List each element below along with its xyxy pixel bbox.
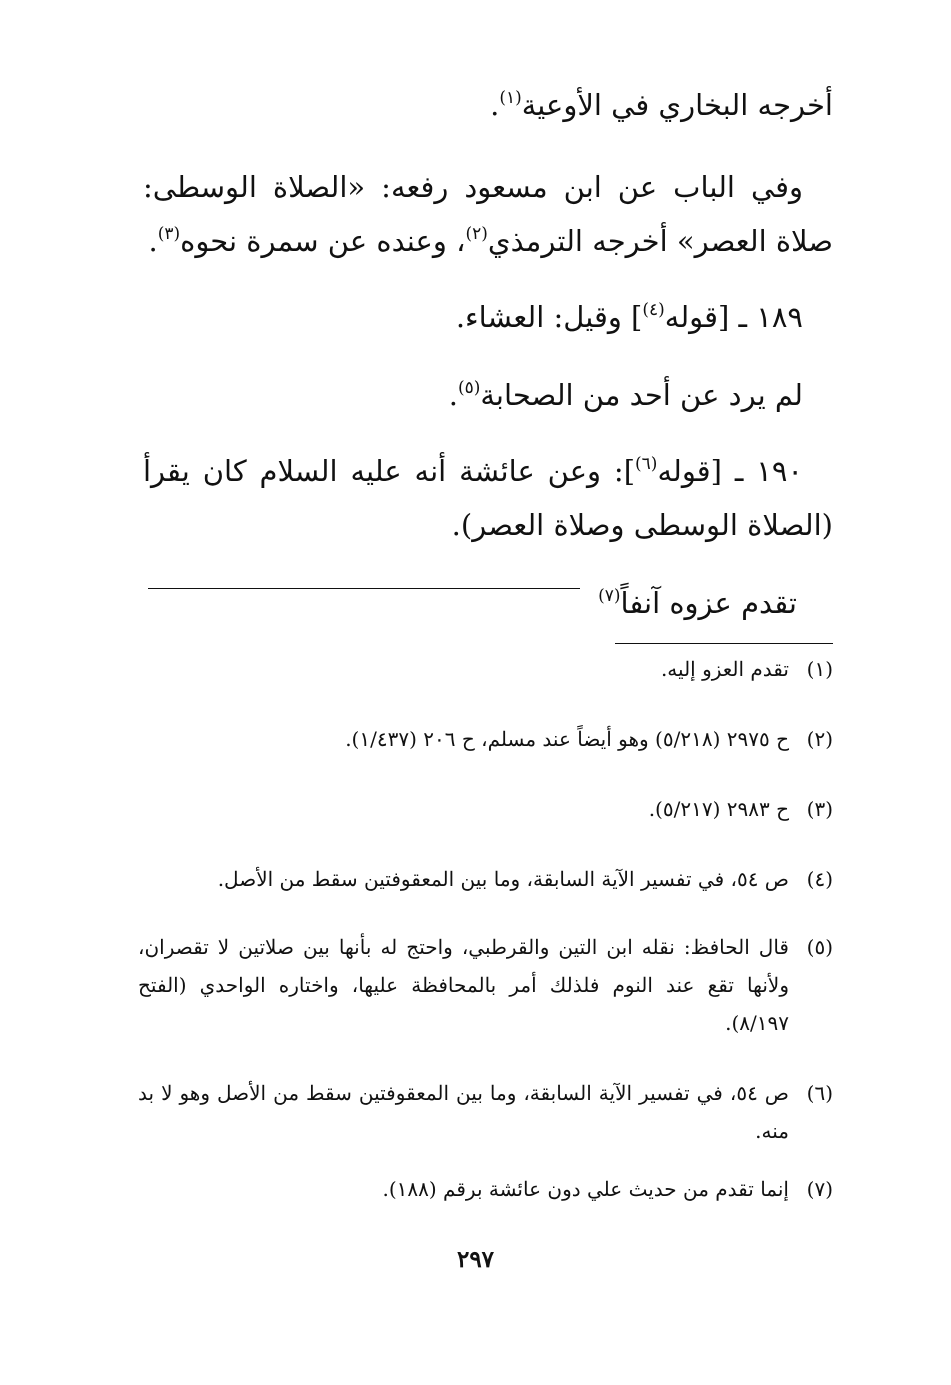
paragraph-6: تقدم عزوه آنفاً$^{(٧)}$ xyxy=(598,586,797,620)
footnote-ref[interactable]: (٤) xyxy=(642,300,665,320)
paragraph-190: ١٩٠ ـ [قوله$^{(٦)}$]: وعن عائشة أنه عليه السلام كان يقرأ (الصلاة الوسطى وصلاة العصر). xyxy=(143,454,833,542)
paragraph-1: أخرجه البخاري في الأوعية$^{(١)}$. xyxy=(490,88,833,122)
page-number: ٢٩٧ xyxy=(456,1246,495,1273)
footnote-7: (٧) إنما تقدم من حديث علي دون عائشة برقم (١٨٨). xyxy=(382,1177,833,1201)
footnote-5: (٥) قال الحافظ: نقله ابن التين والقرطبي، واحتج له بأنها بين صلاتين لا تقصران، ولأنها تقع عند النوم فلذلك أمر بالمحافظة عليها، واختاره الواحدي (الفتح ٨/١٩٧). xyxy=(138,935,833,1035)
trailing-rule xyxy=(148,588,580,589)
paragraph-189: ١٨٩ ـ [قوله$^{(٤)}$] وقيل: العشاء. xyxy=(455,300,803,334)
footnote-2: (٢) ح ٢٩٧٥ (٥/٢١٨) وهو أيضاً عند مسلم، ح ٢٠٦ (١/٤٣٧). xyxy=(345,727,833,751)
footnote-6: (٦) ص ٥٤، في تفسير الآية السابقة، وما بين المعقوفتين سقط من الأصل وهو لا بد منه. xyxy=(138,1081,833,1143)
footnote-ref[interactable]: (٢) xyxy=(465,224,488,244)
footnote-ref[interactable]: (١) xyxy=(499,88,522,108)
footnote-ref[interactable]: (٣) xyxy=(157,224,181,244)
footnote-4: (٤) ص ٥٤، في تفسير الآية السابقة، وما بين المعقوفتين سقط من الأصل. xyxy=(217,867,833,891)
paragraph-2: وفي الباب عن ابن مسعود رفعه: «الصلاة الوسطى: صلاة العصر» أخرجه الترمذي$^{(٢)}$، وعنده عن سمرة نحوه$^{(٣)}$. xyxy=(143,170,833,258)
footnote-separator xyxy=(615,643,833,644)
footnote-ref[interactable]: (٦) xyxy=(635,454,658,474)
footnote-1: (١) تقدم العزو إليه. xyxy=(660,657,833,681)
footnote-ref[interactable]: (٧) xyxy=(598,586,621,606)
footnote-3: (٣) ح ٢٩٨٣ (٥/٢١٧). xyxy=(648,797,833,821)
paragraph-4: لم يرد عن أحد من الصحابة$^{(٥)}$. xyxy=(448,378,803,412)
footnote-ref[interactable]: (٥) xyxy=(457,378,481,398)
